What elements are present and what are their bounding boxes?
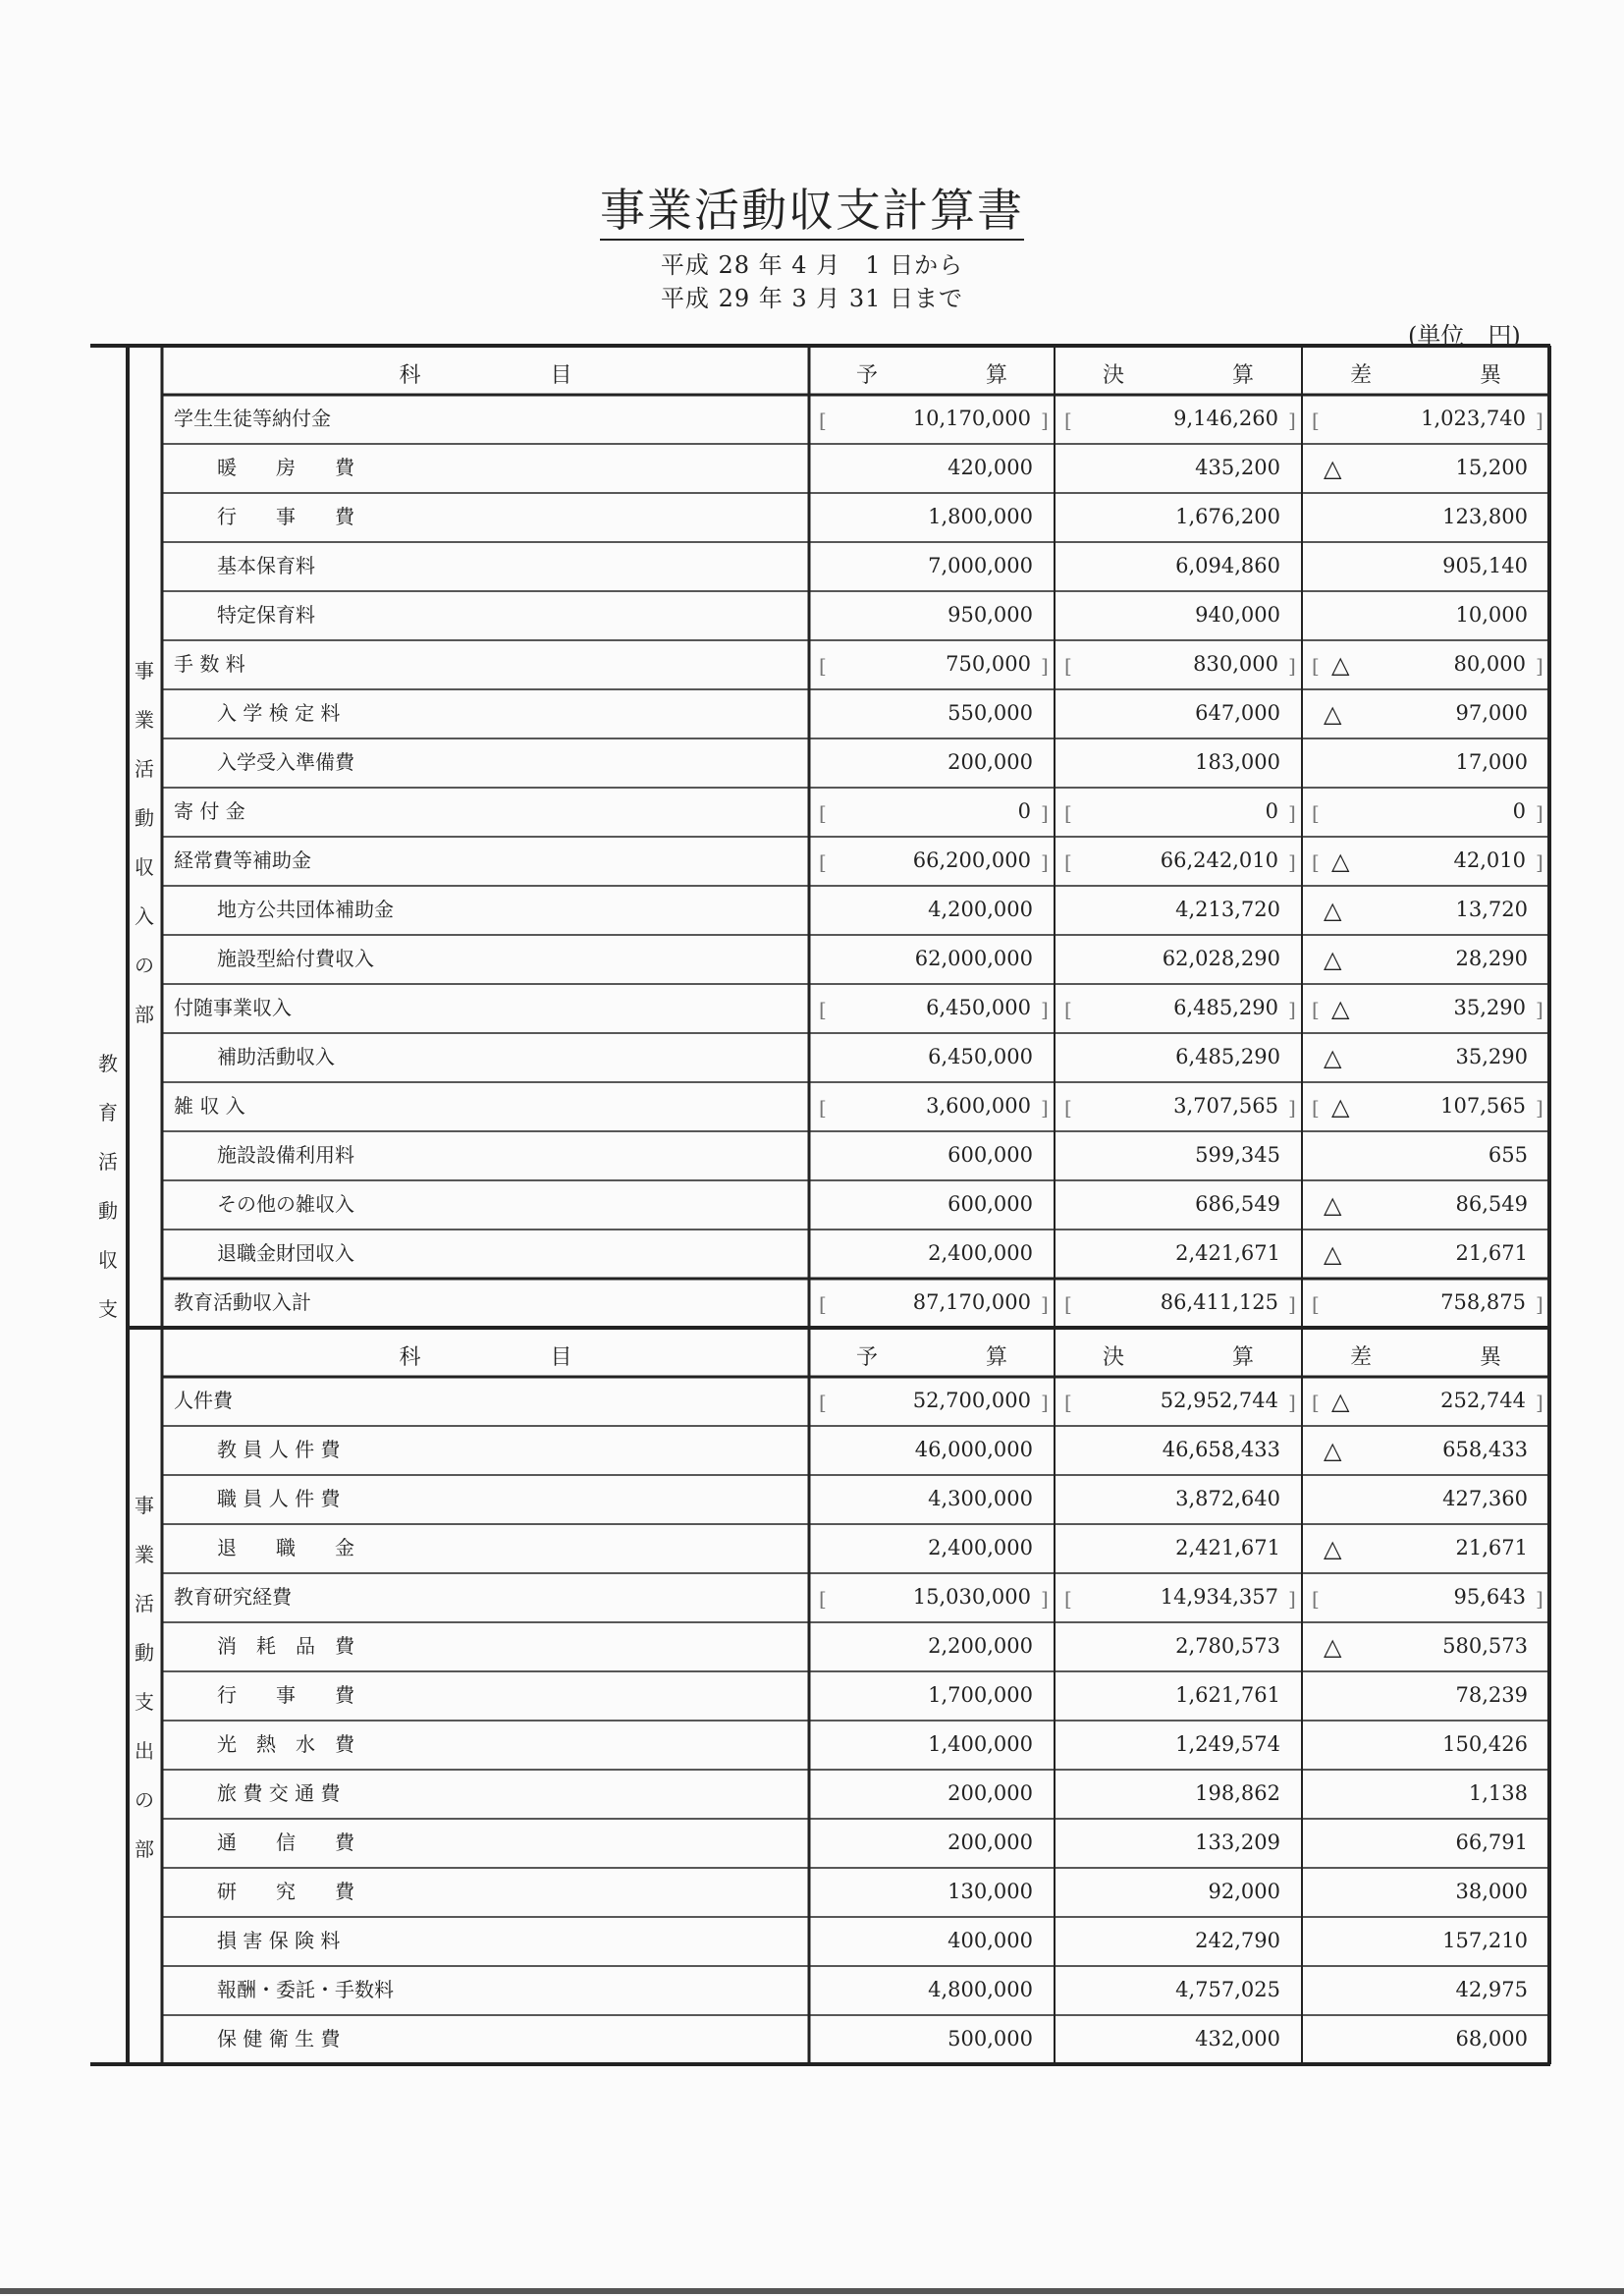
open-bracket: [ (819, 1391, 827, 1414)
open-bracket: [ (819, 1587, 827, 1611)
row-label: 人件費 (174, 1389, 233, 1412)
expense-section-label-char: 活 (135, 1592, 154, 1615)
difference-value: 15,200 (1455, 456, 1528, 479)
actual-value: 4,213,720 (1175, 898, 1280, 921)
actual-value: 9,146,260 (1173, 407, 1278, 430)
open-bracket: [ (1312, 1096, 1320, 1120)
period-to: 平成 29 年 3 月 31 日まで (660, 285, 964, 312)
row-label: 保 健 衛 生 費 (217, 2027, 341, 2050)
row-label: その他の雑収入 (217, 1192, 354, 1216)
negative-marker: △ (1331, 651, 1350, 679)
close-bracket: ] (1536, 801, 1543, 825)
budget-value: 750,000 (946, 652, 1031, 676)
expense-section-label-char: 出 (135, 1739, 154, 1763)
row-label: 入 学 検 定 料 (217, 701, 341, 725)
difference-value: 157,210 (1442, 1929, 1528, 1952)
open-bracket: [ (819, 998, 827, 1021)
open-bracket: [ (819, 801, 827, 825)
close-bracket: ] (1041, 801, 1049, 825)
income-section-label-char: 事 (135, 659, 154, 683)
actual-value: 66,242,010 (1160, 848, 1278, 872)
budget-value: 1,700,000 (928, 1683, 1033, 1707)
actual-value: 686,549 (1195, 1192, 1280, 1216)
negative-marker: △ (1324, 1633, 1342, 1661)
title-text: 事業活動収支計算書 (600, 184, 1024, 241)
difference-value: 905,140 (1442, 554, 1528, 577)
open-bracket: [ (1064, 654, 1072, 678)
actual-value: 242,790 (1195, 1929, 1280, 1952)
expense-section-label-char: 事 (135, 1494, 154, 1517)
negative-marker: △ (1331, 847, 1350, 875)
row-label: 行 事 費 (217, 1683, 354, 1707)
actual-value: 2,421,671 (1175, 1241, 1280, 1265)
budget-value: 600,000 (947, 1192, 1033, 1216)
close-bracket: ] (1041, 409, 1049, 432)
row-label: 学生生徒等納付金 (174, 407, 331, 430)
actual-value: 2,780,573 (1175, 1634, 1280, 1658)
actual-value: 198,862 (1195, 1781, 1280, 1805)
actual-value: 2,421,671 (1175, 1536, 1280, 1559)
budget-value: 87,170,000 (912, 1290, 1031, 1314)
negative-marker: △ (1324, 700, 1342, 728)
negative-marker: △ (1324, 1535, 1342, 1562)
open-bracket: [ (819, 409, 827, 432)
actual-value: 6,485,290 (1173, 996, 1278, 1019)
budget-value: 6,450,000 (926, 996, 1031, 1019)
income-section-label-char: 収 (135, 855, 154, 879)
row-label: 暖 房 費 (217, 456, 354, 479)
actual-value: 46,658,433 (1162, 1438, 1280, 1461)
open-bracket: [ (1064, 1096, 1072, 1120)
close-bracket: ] (1536, 998, 1543, 1021)
actual-value: 1,249,574 (1175, 1732, 1280, 1756)
actual-value: 830,000 (1193, 652, 1278, 676)
income-section-label-char: の (135, 954, 154, 977)
open-bracket: [ (1064, 1587, 1072, 1611)
actual-value: 6,485,290 (1175, 1045, 1280, 1068)
close-bracket: ] (1041, 1096, 1049, 1120)
open-bracket: [ (1064, 409, 1072, 432)
outer-label-char: 動 (98, 1199, 118, 1223)
close-bracket: ] (1288, 409, 1296, 432)
actual-value: 14,934,357 (1160, 1585, 1278, 1609)
row-label: 補助活動収入 (217, 1045, 335, 1068)
close-bracket: ] (1041, 998, 1049, 1021)
negative-marker: △ (1324, 897, 1342, 924)
difference-value: 758,875 (1440, 1290, 1526, 1314)
row-label: 教 員 人 件 費 (217, 1438, 341, 1461)
actual-value: 0 (1265, 799, 1278, 823)
open-bracket: [ (1312, 1587, 1320, 1611)
row-label: 旅 費 交 通 費 (217, 1781, 341, 1805)
row-label: 雑 収 入 (174, 1094, 245, 1118)
actual-value: 3,707,565 (1173, 1094, 1278, 1118)
header-budget: 予 算 (855, 1345, 1007, 1370)
row-label: 研 究 費 (217, 1880, 354, 1903)
income-section-label-char: 入 (135, 904, 154, 928)
actual-value: 183,000 (1195, 750, 1280, 774)
open-bracket: [ (819, 850, 827, 874)
budget-value: 66,200,000 (912, 848, 1031, 872)
close-bracket: ] (1536, 1391, 1543, 1414)
outer-label-char: 支 (98, 1297, 118, 1321)
difference-value: 655 (1488, 1143, 1528, 1167)
close-bracket: ] (1041, 1587, 1049, 1611)
close-bracket: ] (1536, 1096, 1543, 1120)
actual-value: 6,094,860 (1175, 554, 1280, 577)
difference-value: 0 (1512, 799, 1526, 823)
budget-value: 62,000,000 (914, 947, 1033, 970)
difference-value: 107,565 (1440, 1094, 1526, 1118)
budget-value: 3,600,000 (926, 1094, 1031, 1118)
expense-section-label-char: 動 (135, 1641, 154, 1665)
difference-value: 13,720 (1455, 898, 1528, 921)
difference-value: 95,643 (1453, 1585, 1526, 1609)
close-bracket: ] (1288, 1391, 1296, 1414)
difference-value: 21,671 (1455, 1241, 1528, 1265)
row-label: 教育研究経費 (174, 1585, 292, 1609)
open-bracket: [ (1312, 409, 1320, 432)
open-bracket: [ (1312, 850, 1320, 874)
open-bracket: [ (1312, 801, 1320, 825)
close-bracket: ] (1041, 1391, 1049, 1414)
actual-value: 435,200 (1195, 456, 1280, 479)
outer-label-char: 育 (98, 1101, 118, 1124)
budget-value: 6,450,000 (928, 1045, 1033, 1068)
open-bracket: [ (819, 654, 827, 678)
budget-value: 200,000 (947, 750, 1033, 774)
open-bracket: [ (819, 1096, 827, 1120)
scan-edge (0, 2288, 1624, 2294)
difference-value: 42,975 (1455, 1978, 1528, 2001)
income-section-label-char: 部 (135, 1003, 154, 1026)
open-bracket: [ (1064, 801, 1072, 825)
expense-section-label-char: 部 (135, 1837, 154, 1861)
row-label: 地方公共団体補助金 (217, 898, 394, 921)
row-label: 報酬・委託・手数料 (217, 1978, 394, 2001)
close-bracket: ] (1288, 1096, 1296, 1120)
budget-value: 2,200,000 (928, 1634, 1033, 1658)
header-actual: 決 算 (1102, 1345, 1254, 1370)
negative-marker: △ (1324, 946, 1342, 973)
budget-value: 4,300,000 (928, 1487, 1033, 1510)
negative-marker: △ (1324, 1240, 1342, 1268)
income-section-label-char: 業 (135, 708, 154, 732)
budget-value: 550,000 (947, 701, 1033, 725)
row-label: 入学受入準備費 (217, 750, 354, 774)
difference-value: 658,433 (1442, 1438, 1528, 1461)
row-label: 寄 付 金 (174, 799, 245, 823)
budget-value: 600,000 (947, 1143, 1033, 1167)
row-label: 施設設備利用料 (217, 1143, 354, 1167)
row-label: 経常費等補助金 (174, 848, 311, 872)
negative-marker: △ (1324, 455, 1342, 482)
difference-value: 21,671 (1455, 1536, 1528, 1559)
income-section-label-char: 動 (135, 806, 154, 830)
row-label: 損 害 保 険 料 (217, 1929, 341, 1952)
close-bracket: ] (1041, 654, 1049, 678)
difference-value: 80,000 (1453, 652, 1526, 676)
close-bracket: ] (1536, 1292, 1543, 1316)
income-section-label-char: 活 (135, 757, 154, 781)
budget-value: 130,000 (947, 1880, 1033, 1903)
row-label: 職 員 人 件 費 (217, 1487, 341, 1510)
header-actual: 決 算 (1102, 363, 1254, 388)
row-label: 通 信 費 (217, 1831, 354, 1854)
row-label: 手 数 料 (174, 652, 245, 676)
budget-value: 46,000,000 (914, 1438, 1033, 1461)
difference-value: 66,791 (1455, 1831, 1528, 1854)
outer-label-char: 教 (98, 1052, 118, 1075)
row-label: 光 熱 水 費 (217, 1732, 354, 1756)
negative-marker: △ (1331, 995, 1350, 1022)
budget-value: 0 (1017, 799, 1031, 823)
close-bracket: ] (1288, 998, 1296, 1021)
difference-value: 68,000 (1455, 2027, 1528, 2050)
close-bracket: ] (1288, 850, 1296, 874)
open-bracket: [ (1312, 654, 1320, 678)
actual-value: 4,757,025 (1175, 1978, 1280, 2001)
difference-value: 86,549 (1455, 1192, 1528, 1216)
close-bracket: ] (1288, 801, 1296, 825)
budget-value: 420,000 (947, 456, 1033, 479)
header-subject: 科 目 (399, 1345, 572, 1370)
difference-value: 38,000 (1455, 1880, 1528, 1903)
actual-value: 52,952,744 (1160, 1389, 1278, 1412)
expense-section-label-char: 業 (135, 1543, 154, 1566)
budget-value: 2,400,000 (928, 1536, 1033, 1559)
budget-value: 7,000,000 (928, 554, 1033, 577)
row-label: 特定保育料 (217, 603, 315, 627)
open-bracket: [ (1312, 1391, 1320, 1414)
actual-value: 940,000 (1195, 603, 1280, 627)
open-bracket: [ (1064, 1292, 1072, 1316)
close-bracket: ] (1536, 654, 1543, 678)
header-difference: 差 異 (1349, 363, 1501, 388)
row-label: 施設型給付費収入 (217, 947, 374, 970)
difference-value: 1,023,740 (1421, 407, 1526, 430)
budget-value: 10,170,000 (912, 407, 1031, 430)
open-bracket: [ (1312, 998, 1320, 1021)
actual-value: 133,209 (1195, 1831, 1280, 1854)
difference-value: 97,000 (1455, 701, 1528, 725)
open-bracket: [ (819, 1292, 827, 1316)
difference-value: 17,000 (1455, 750, 1528, 774)
row-label: 退職金財団収入 (217, 1241, 354, 1265)
negative-marker: △ (1324, 1044, 1342, 1071)
close-bracket: ] (1041, 850, 1049, 874)
budget-value: 400,000 (947, 1929, 1033, 1952)
actual-value: 647,000 (1195, 701, 1280, 725)
difference-value: 427,360 (1442, 1487, 1528, 1510)
open-bracket: [ (1064, 850, 1072, 874)
budget-value: 4,800,000 (928, 1978, 1033, 2001)
actual-value: 599,345 (1195, 1143, 1280, 1167)
difference-value: 150,426 (1442, 1732, 1528, 1756)
difference-value: 1,138 (1468, 1781, 1528, 1805)
budget-value: 200,000 (947, 1781, 1033, 1805)
budget-value: 1,800,000 (928, 505, 1033, 528)
difference-value: 580,573 (1442, 1634, 1528, 1658)
close-bracket: ] (1536, 1587, 1543, 1611)
actual-value: 1,621,761 (1175, 1683, 1280, 1707)
row-label: 基本保育料 (217, 554, 315, 577)
difference-value: 252,744 (1440, 1389, 1526, 1412)
header-subject: 科 目 (399, 363, 572, 388)
budget-value: 4,200,000 (928, 898, 1033, 921)
difference-value: 123,800 (1442, 505, 1528, 528)
actual-value: 92,000 (1208, 1880, 1280, 1903)
actual-value: 62,028,290 (1162, 947, 1280, 970)
period-from: 平成 28 年 4 月 1 日から (660, 251, 964, 279)
budget-value: 950,000 (947, 603, 1033, 627)
open-bracket: [ (1312, 1292, 1320, 1316)
negative-marker: △ (1324, 1191, 1342, 1219)
row-label: 行 事 費 (217, 505, 354, 528)
difference-value: 35,290 (1455, 1045, 1528, 1068)
row-label: 付随事業収入 (174, 996, 292, 1019)
expense-section-label-char: 支 (135, 1690, 154, 1714)
header-budget: 予 算 (855, 363, 1007, 388)
open-bracket: [ (1064, 998, 1072, 1021)
row-label: 教育活動収入計 (174, 1290, 311, 1314)
negative-marker: △ (1324, 1437, 1342, 1464)
actual-value: 3,872,640 (1175, 1487, 1280, 1510)
difference-value: 42,010 (1453, 848, 1526, 872)
budget-value: 15,030,000 (912, 1585, 1031, 1609)
budget-value: 500,000 (947, 2027, 1033, 2050)
difference-value: 28,290 (1455, 947, 1528, 970)
close-bracket: ] (1288, 1587, 1296, 1611)
difference-value: 35,290 (1453, 996, 1526, 1019)
difference-value: 78,239 (1455, 1683, 1528, 1707)
close-bracket: ] (1536, 409, 1543, 432)
open-bracket: [ (1064, 1391, 1072, 1414)
unit-label: (単位 円) (1408, 322, 1521, 350)
outer-label-char: 収 (98, 1248, 118, 1272)
close-bracket: ] (1536, 850, 1543, 874)
actual-value: 1,676,200 (1175, 505, 1280, 528)
difference-value: 10,000 (1455, 603, 1528, 627)
outer-label-char: 活 (98, 1150, 118, 1174)
actual-value: 432,000 (1195, 2027, 1280, 2050)
row-label: 消 耗 品 費 (217, 1634, 354, 1658)
budget-value: 1,400,000 (928, 1732, 1033, 1756)
negative-marker: △ (1331, 1093, 1350, 1121)
close-bracket: ] (1041, 1292, 1049, 1316)
budget-value: 2,400,000 (928, 1241, 1033, 1265)
row-label: 退 職 金 (217, 1536, 354, 1559)
negative-marker: △ (1331, 1388, 1350, 1415)
budget-value: 200,000 (947, 1831, 1033, 1854)
actual-value: 86,411,125 (1160, 1290, 1278, 1314)
expense-section-label-char: の (135, 1788, 154, 1812)
close-bracket: ] (1288, 1292, 1296, 1316)
budget-value: 52,700,000 (912, 1389, 1031, 1412)
close-bracket: ] (1288, 654, 1296, 678)
header-difference: 差 異 (1349, 1345, 1501, 1370)
